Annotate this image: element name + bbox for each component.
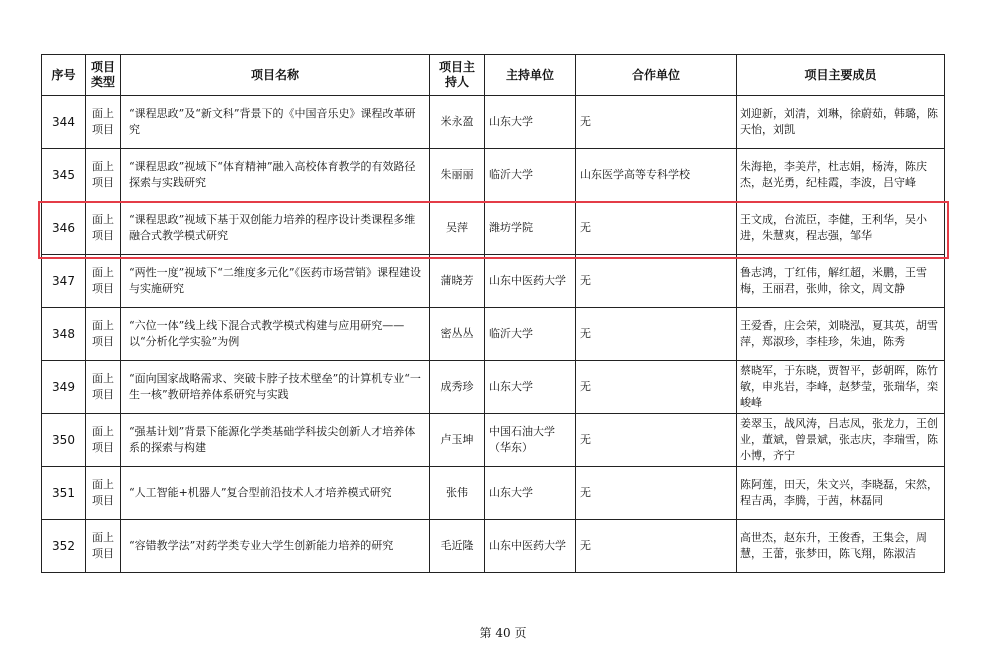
cell-coop: 无 [576,255,737,308]
cell-host: 米永盈 [430,96,485,149]
table-header-row [42,55,945,96]
table-row [42,149,945,202]
cell-no: 349 [42,361,86,414]
cell-no: 345 [42,149,86,202]
cell-coop: 无 [576,96,737,149]
cell-members: 陈阿莲，田天，朱文兴，李晓磊，宋然，程吉禹，李腾，于茜，林磊同 [737,467,945,520]
cell-no: 350 [42,414,86,467]
cell-name: “强基计划”背景下能源化学类基础学科拔尖创新人才培养体系的探索与构建 [121,414,430,467]
cell-type: 面上项目 [86,96,121,149]
header-no: 序号 [42,55,86,96]
cell-unit: 山东大学 [485,96,576,149]
cell-host: 吴萍 [430,202,485,255]
project-table [41,54,945,573]
cell-coop: 无 [576,467,737,520]
cell-members: 朱海艳，李美芹，杜志娟，杨涛，陈庆杰，赵光勇，纪桂霞，李波，吕守峰 [737,149,945,202]
header-name: 项目名称 [121,55,430,96]
cell-type: 面上项目 [86,414,121,467]
cell-members: 刘迎新，刘清，刘琳，徐蔚茹，韩璐，陈天怡，刘凯 [737,96,945,149]
cell-host: 毛近隆 [430,520,485,573]
cell-name: “面向国家战略需求、突破卡脖子技术壁垒”的计算机专业“一生一核”教研培养体系研究与实践 [121,361,430,414]
cell-unit: 山东大学 [485,467,576,520]
cell-name: “人工智能+机器人”复合型前沿技术人才培养模式研究 [121,467,430,520]
cell-unit: 山东中医药大学 [485,255,576,308]
table-row [42,361,945,414]
header-host: 项目主持人 [430,55,485,96]
cell-type: 面上项目 [86,308,121,361]
cell-members: 高世杰，赵东升，王俊香，王集会，周慧，王蕾，张梦田，陈飞翔，陈淑洁 [737,520,945,573]
cell-host: 卢玉坤 [430,414,485,467]
table-row [42,308,945,361]
cell-host: 密丛丛 [430,308,485,361]
cell-name: “两性一度”视域下“二维度多元化”《医药市场营销》课程建设与实施研究 [121,255,430,308]
table-row-highlighted [42,202,945,255]
table-row [42,414,945,467]
cell-coop: 无 [576,202,737,255]
header-coop: 合作单位 [576,55,737,96]
header-type: 项目类型 [86,55,121,96]
cell-host: 蒲晓芳 [430,255,485,308]
cell-host: 朱丽丽 [430,149,485,202]
cell-type: 面上项目 [86,467,121,520]
cell-unit: 临沂大学 [485,149,576,202]
cell-members: 姜翠玉，战风涛，吕志凤，张龙力，王创业，董斌，曾景斌，张志庆，李瑞雪，陈小博，齐宁 [737,414,945,467]
header-unit: 主持单位 [485,55,576,96]
cell-no: 352 [42,520,86,573]
cell-members: 蔡晓军，于东晓，贾智平，彭朝晖，陈竹敏，申兆岩，李峰，赵梦莹，张瑞华，栾峻峰 [737,361,945,414]
cell-coop: 山东医学高等专科学校 [576,149,737,202]
cell-coop: 无 [576,361,737,414]
cell-members: 王爱香，庄会荣，刘晓泓，夏其英，胡雪萍，郑淑珍，李桂珍，朱迪，陈秀 [737,308,945,361]
cell-members: 鲁志鸿，丁红伟，解红超，米鹏，王雪梅，王丽君，张帅，徐文，周文静 [737,255,945,308]
cell-type: 面上项目 [86,361,121,414]
page-number: 第 40 页 [479,626,527,640]
cell-coop: 无 [576,414,737,467]
cell-name: “容错教学法”对药学类专业大学生创新能力培养的研究 [121,520,430,573]
cell-name: “课程思政”视域下基于双创能力培养的程序设计类课程多维融合式教学模式研究 [121,202,430,255]
cell-unit: 中国石油大学（华东） [485,414,576,467]
table-row [42,96,945,149]
cell-host: 成秀珍 [430,361,485,414]
cell-unit: 临沂大学 [485,308,576,361]
cell-name: “六位一体”线上线下混合式教学模式构建与应用研究——以“分析化学实验”为例 [121,308,430,361]
cell-no: 351 [42,467,86,520]
cell-type: 面上项目 [86,149,121,202]
cell-coop: 无 [576,308,737,361]
header-members: 项目主要成员 [737,55,945,96]
cell-type: 面上项目 [86,520,121,573]
cell-no: 344 [42,96,86,149]
cell-no: 346 [42,202,86,255]
cell-coop: 无 [576,520,737,573]
table-row [42,467,945,520]
cell-no: 348 [42,308,86,361]
cell-members: 王文成，台流臣，李健，王利华，吴小进，朱慧爽，程志强，邹华 [737,202,945,255]
cell-unit: 山东中医药大学 [485,520,576,573]
cell-name: “课程思政”视域下“体育精神”融入高校体育教学的有效路径探索与实践研究 [121,149,430,202]
cell-host: 张伟 [430,467,485,520]
table-row [42,255,945,308]
project-table-container [41,54,945,573]
cell-name: “课程思政”及“新文科”背景下的《中国音乐史》课程改革研究 [121,96,430,149]
cell-type: 面上项目 [86,255,121,308]
cell-unit: 山东大学 [485,361,576,414]
cell-type: 面上项目 [86,202,121,255]
table-row [42,520,945,573]
cell-no: 347 [42,255,86,308]
cell-unit: 潍坊学院 [485,202,576,255]
